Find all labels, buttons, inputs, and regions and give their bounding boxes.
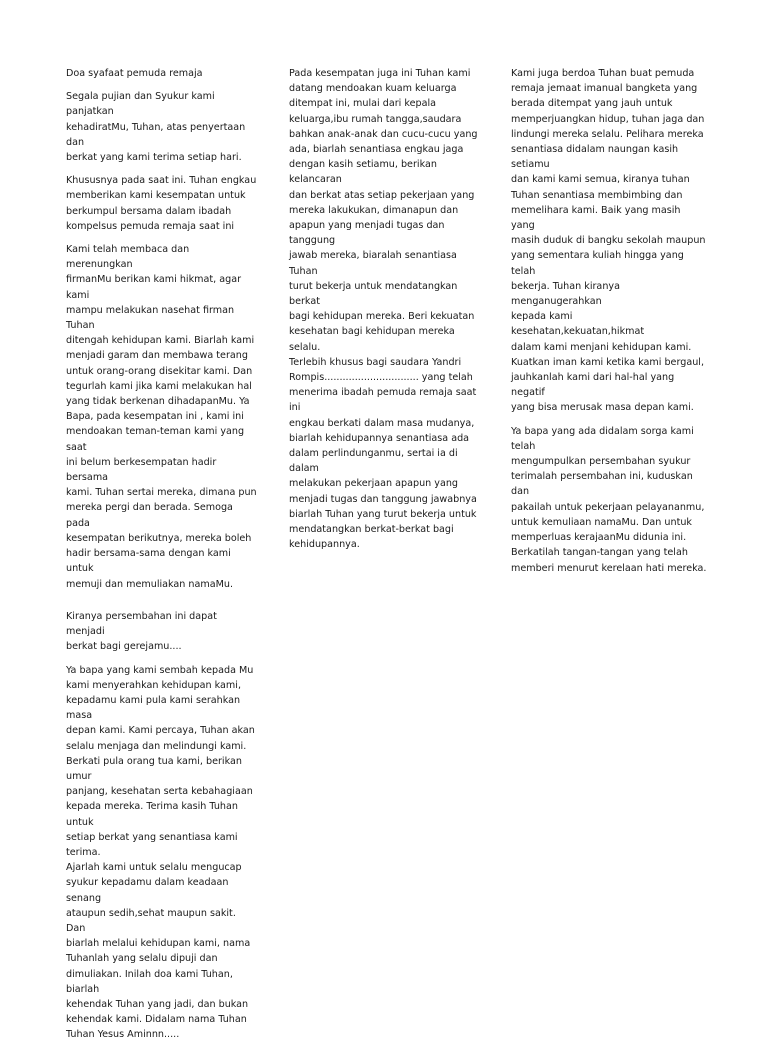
paragraph: Pada kesempatan juga ini Tuhan kami datang mendoakan kuam keluarga ditempat ini, mulai dari kepala keluarga,ibu rumah tangga,saudara bahkan anak-anak dan cucu-cucu yang ada, biarlah senantiasa engkau jaga dengan kasih setiamu, berikan kelancaran dan berkat atas setiap pekerjaan yang mereka lakukukan, dimanapun dan apapun yang menjadi tugas dan tanggung jawab mereka, biaralah senantiasa Tuhan turut bekerja untuk mendatangkan berkat bagi kehidupan mereka. Beri kekuatan kesehatan bagi kehidupan mereka selalu. Terlebih khusus bagi saudara Yandri Rompis............................... yang telah menerima ibadah pemuda remaja saat ini engkau berkati dalam masa mudanya, biarlah kehidupannya senantiasa ada dalam perlindunganmu, sertai ia di dalam melakukan pekerjaan apapun yang menjadi tugas dan tanggung jawabnya biarlah Tuhan yang turut bekerja untuk mendatangkan berkat-berkat bagi kehidupannya. [289, 68, 478, 551]
column-3 [511, 66, 707, 584]
paragraph: Kiranya persembahan ini dapat menjadi berkat bagi gerejamu.... [66, 611, 217, 653]
column-4 [66, 609, 258, 1051]
paragraph: Kami juga berdoa Tuhan buat pemuda remaja jemaat imanual bangketa yang berada ditempat yang jauh untuk memperjuangkan hidup, tuhan jaga dan lindungi mereka selalu. Pelihara mereka senantiasa didalam naungan kasih setiamu dan kami kami semua, kiranya tuhan Tuhan senantiasa membimbing dan memelihara kami. Baik yang masih yang masih duduk di bangku sekolah maupun yang sementara kuliah hingga yang telah bekerja. Tuhan kiranya menganugerahkan kepada kami kesehatan,kekuatan,hikmat dalam kami menjani kehidupan kami. Kuatkan iman kami ketika kami bergaul, jauhkanlah kami dari hal-hal yang negatif yang bisa merusak masa depan kami. [511, 68, 706, 414]
paragraph: Khususnya pada saat ini. Tuhan engkau memberikan kami kesempatan untuk berkumpul bersama dalam ibadah kompelsus pemuda remaja saat ini [66, 175, 257, 232]
paragraph: Ya bapa yang kami sembah kepada Mu kami menyerahkan kehidupan kami, kepadamu kami pula kami serahkan masa depan kami. Kami percaya, Tuhan akan selalu menjaga dan melindungi kami. Berkati pula orang tua kami, berikan umur panjang, kesehatan serta kebahagiaan kepada mereka. Terima kasih Tuhan untuk setiap berkat yang senantiasa kami terima. Ajarlah kami untuk selalu mengucap syukur kepadamu dalam keadaan senang ataupun sedih,sehat maupun sakit. Dan biarlah melalui kehidupan kami, nama Tuhanlah yang selalu dipuji dan dimuliakan. Inilah doa kami Tuhan, biarlah kehendak Tuhan yang jadi, dan bukan kehendak kami. Didalam nama Tuhan Tuhan Yesus Aminnn..... [66, 664, 255, 1041]
column-1 [66, 66, 258, 600]
column-2 [289, 66, 481, 561]
document-title: Doa syafaat pemuda remaja [66, 68, 203, 79]
paragraph: Kami telah membaca dan merenungkan firmanMu berikan kami hikmat, agar kami mampu melakukan nasehat firman Tuhan ditengah kehidupan kami. Biarlah kami menjadi garam dan membawa terang untuk orang-orang disekitar kami. Dan tegurlah kami jika kami melakukan hal yang tidak berkenan dihadapanMu. Ya Bapa, pada kesempatan ini , kami ini mendoakan teman-teman kami yang saat ini belum berkesempatan hadir bersama kami. Tuhan sertai mereka, dimana pun mereka pergi dan berada. Semoga pada kesempatan berikutnya, mereka boleh hadir bersama-sama dengan kami untuk memuji dan memuliakan namaMu. [66, 244, 257, 590]
paragraph: Segala pujian dan Syukur kami panjatkan kehadiratMu, Tuhan, atas penyertaan dan berkat yang kami terima setiap hari. [66, 91, 246, 164]
paragraph: Ya bapa yang ada didalam sorga kami telah mengumpulkan persembahan syukur terimalah persembahan ini, kuduskan dan pakailah untuk pekerjaan pelayananmu, untuk kemuliaan namaMu. Dan untuk memperluas kerajaanMu didunia ini. Berkatilah tangan-tangan yang telah memberi menurut kerelaan hati mereka. [511, 425, 707, 574]
